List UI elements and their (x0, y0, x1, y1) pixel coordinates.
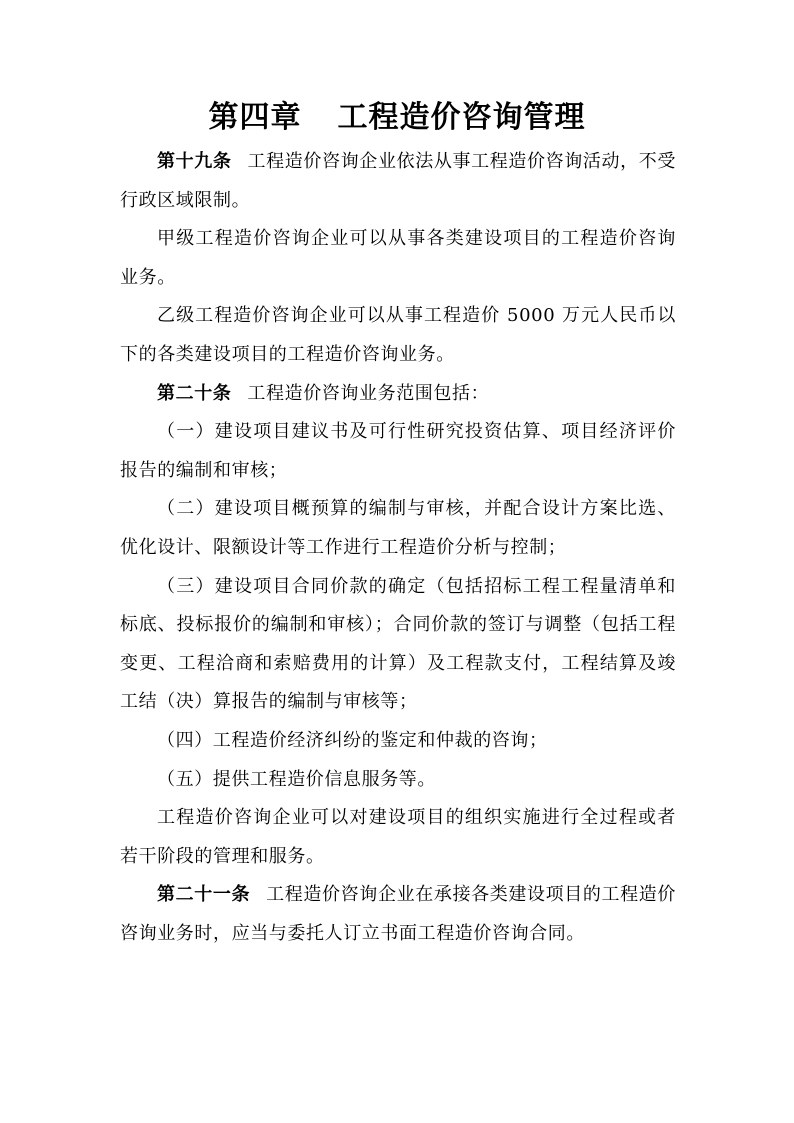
paragraph-text: 工程造价咨询企业在承接各类建设项目的工程造价咨询业务时，应当与委托人订立书面工程造价咨询合同。 (120, 884, 676, 944)
paragraph-article-21 (120, 876, 676, 953)
article-label: 第十九条 (157, 151, 232, 172)
paragraph-text: 工程造价咨询业务范围包括： (247, 382, 490, 404)
paragraph-article-20 (120, 375, 676, 414)
list-item-5 (120, 761, 676, 800)
paragraph (120, 220, 676, 297)
list-item-3 (120, 568, 676, 722)
article-label: 第二十条 (157, 382, 232, 404)
list-item-2 (120, 490, 676, 567)
paragraph (120, 297, 676, 374)
paragraph-text: （五）提供工程造价信息服务等。 (157, 768, 436, 790)
paragraph (120, 799, 676, 876)
paragraph-text: 工程造价咨询企业可以对建设项目的组织实施进行全过程或者若干阶段的管理和服务。 (120, 807, 676, 867)
paragraph-text: 乙级工程造价咨询企业可以从事工程造价 5000 万元人民币以下的各类建设项目的工程造价咨询业务。 (120, 305, 676, 365)
paragraph-text: （四）工程造价经济纠纷的鉴定和仲裁的咨询； (157, 729, 548, 751)
paragraph-text: 甲级工程造价咨询企业可以从事各类建设项目的工程造价咨询业务。 (120, 228, 676, 288)
paragraph-text: （三）建设项目合同价款的确定（包括招标工程工程量清单和标底、投标报价的编制和审核）；合同价款的签订与调整（包括工程变更、工程洽商和索赔费用的计算）及工程款支付，工程结算及竣工结（决）算报告的编制与审核等； (120, 575, 676, 713)
list-item-1 (120, 413, 676, 490)
paragraph-text: 工程造价咨询企业依法从事工程造价咨询活动，不受行政区域限制。 (120, 151, 676, 211)
chapter-number: 第四章 (208, 100, 302, 135)
paragraph-text: （二）建设项目概预算的编制与审核，并配合设计方案比选、优化设计、限额设计等工作进行工程造价分析与控制； (120, 498, 676, 558)
document-body (120, 143, 676, 953)
list-item-4 (120, 722, 676, 761)
chapter-title (0, 96, 794, 140)
paragraph-text: （一）建设项目建议书及可行性研究投资估算、项目经济评价报告的编制和审核； (120, 421, 676, 481)
article-label: 第二十一条 (157, 884, 251, 906)
chapter-name: 工程造价咨询管理 (337, 100, 586, 135)
paragraph-article-19 (120, 143, 676, 220)
